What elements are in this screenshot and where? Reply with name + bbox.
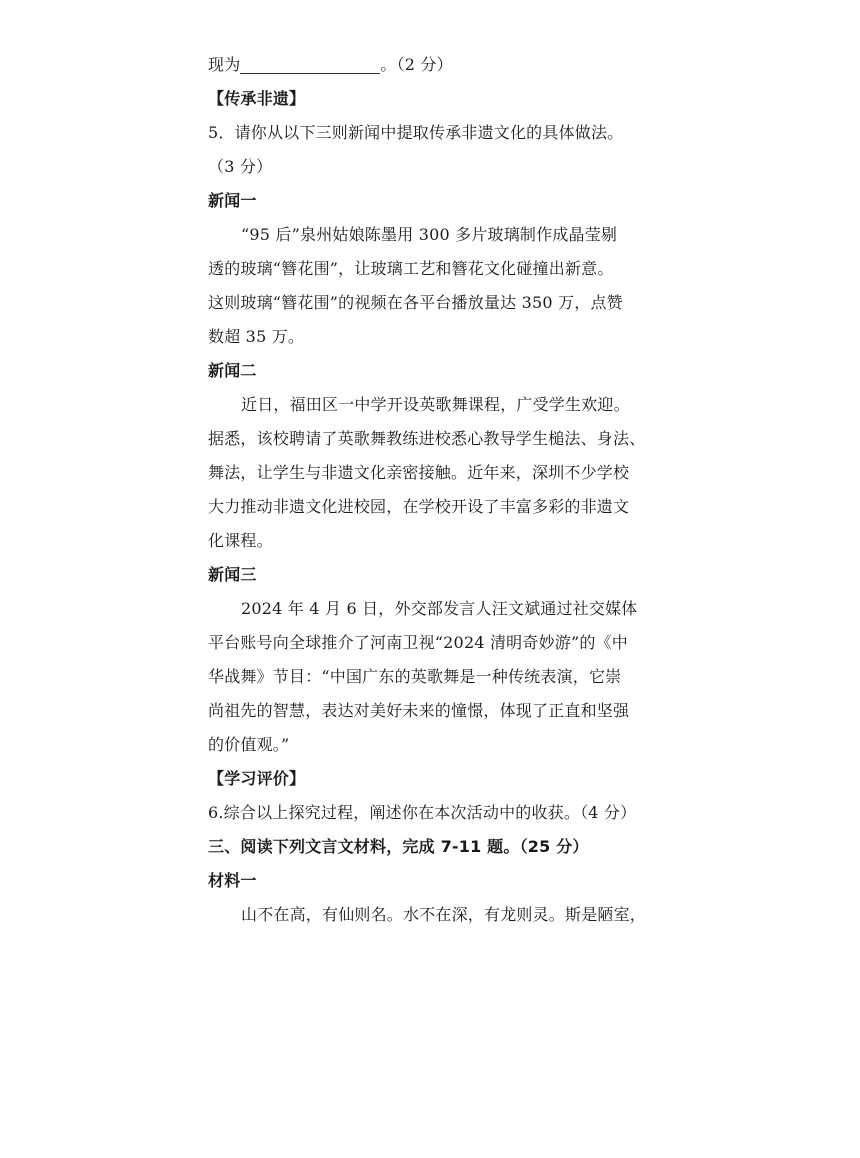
document-page [208,48,656,932]
news3-line: 的价值观。” [208,735,290,754]
news2-line: 据悉，该校聘请了英歌舞教练进校悉心教导学生槌法、身法、 [208,429,646,448]
answer-blank[interactable] [240,55,380,74]
news3-line: 2024 年 4 月 6 日，外交部发言人汪文斌通过社交媒体 [241,599,638,618]
material1-line: 山不在高，有仙则名。水不在深，有龙则灵。斯是陋室， [241,905,647,924]
question-5-line2: （3 分） [208,157,273,176]
news3-title: 新闻三 [208,565,257,584]
news1-line: “95 后”泉州姑娘陈墨用 300 多片玻璃制作成晶莹剔 [241,225,618,244]
news1-line: 透的玻璃“簪花围”，让玻璃工艺和簪花文化碰撞出新意。 [208,259,614,278]
part3-title: 三、阅读下列文言文材料，完成 7-11 题。（25 分） [208,837,589,856]
q4-suffix: 。（2 分） [380,55,453,74]
q4-answer-line [208,48,656,82]
q4-prefix: 现为 [208,55,241,74]
news2-line: 大力推动非遗文化进校园，在学校开设了丰富多彩的非遗文 [208,497,630,516]
news3-line: 尚祖先的智慧，表达对美好未来的憧憬，体现了正直和坚强 [208,701,630,720]
section-title-inherit: 【传承非遗】 [208,89,306,108]
news2-title: 新闻二 [208,361,257,380]
news1-title: 新闻一 [208,191,257,210]
news1-line: 这则玻璃“簪花围”的视频在各平台播放量达 350 万，点赞 [208,293,623,312]
news3-line: 平台账号向全球推介了河南卫视“2024 清明奇妙游”的《中 [208,633,628,652]
question-6: 6.综合以上探究过程，阐述你在本次活动中的收获。（4 分） [208,803,637,822]
news1-line: 数超 35 万。 [208,327,305,346]
news2-line: 舞法，让学生与非遗文化亲密接触。近年来，深圳不少学校 [208,463,630,482]
material1-title: 材料一 [208,871,257,890]
section-title-eval: 【学习评价】 [208,769,306,788]
news2-line: 近日，福田区一中学开设英歌舞课程，广受学生欢迎。 [241,395,630,414]
news2-line: 化课程。 [208,531,273,550]
question-5-line1: 5．请你从以下三则新闻中提取传承非遗文化的具体做法。 [208,123,624,142]
news3-line: 华战舞》节目：“中国广东的英歌舞是一种传统表演，它崇 [208,667,622,686]
